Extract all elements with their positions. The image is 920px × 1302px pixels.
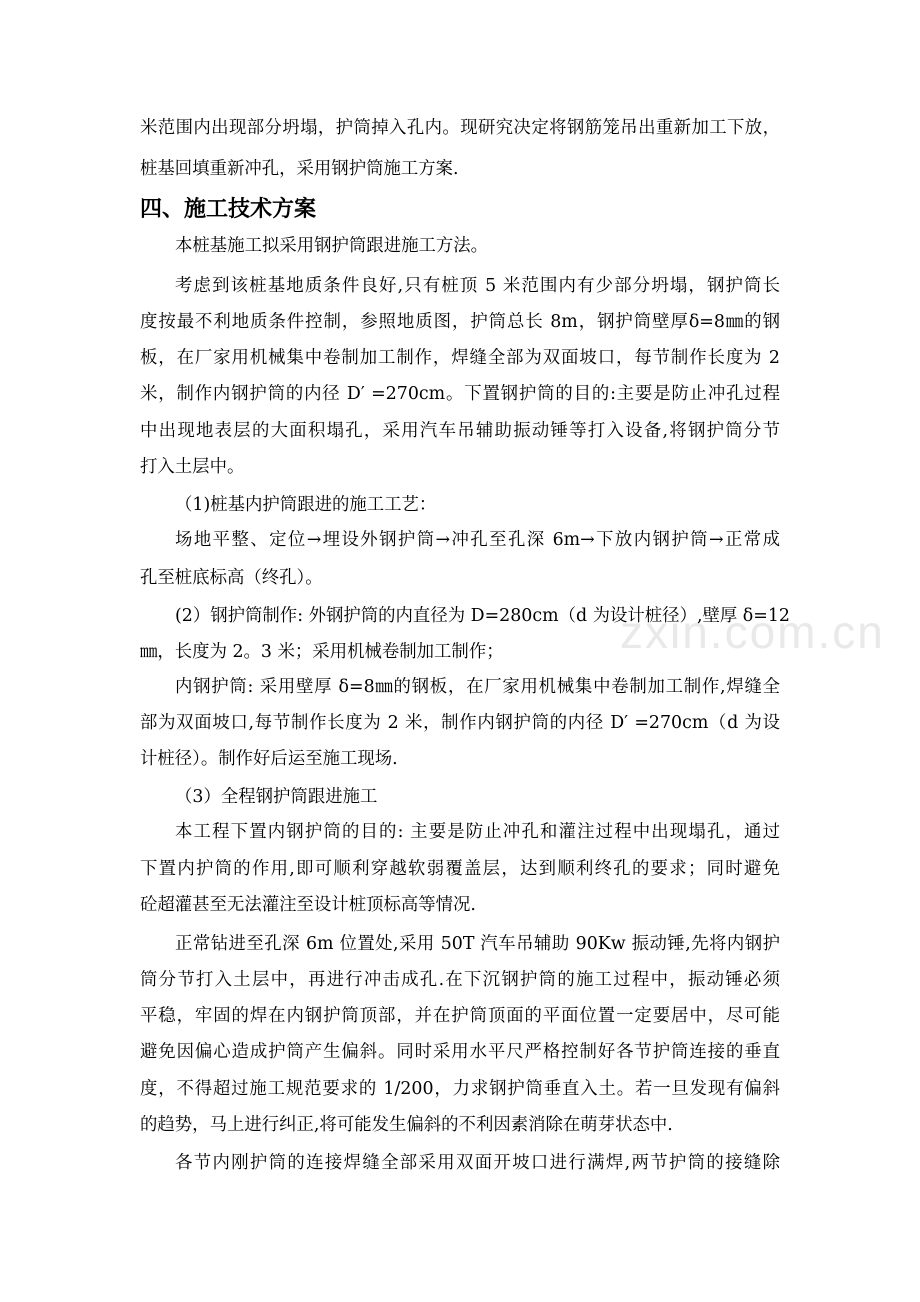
- paragraph-line: 筒分节打入土层中，再进行冲击成孔.在下沉钢护筒的施工过程中，振动锤必须: [140, 970, 780, 990]
- section-heading: 四、施工技术方案: [140, 197, 317, 222]
- paragraph-line: （3）全程钢护筒跟进施工: [175, 787, 378, 807]
- paragraph-line: 度按最不利地质条件控制，参照地质图，护筒总长 8m，钢护筒壁厚δ=8㎜的钢: [140, 312, 780, 332]
- paragraph-line: 板，在厂家用机械集中卷制加工制作，焊缝全部为双面坡口，每节制作长度为 2: [140, 348, 780, 368]
- paragraph-line: 部为双面坡口,每节制作长度为 2 米，制作内钢护筒的内径 D′ =270cm（d 为设: [140, 713, 780, 733]
- paragraph-line: 砼超灌甚至无法灌注至设计桩顶标高等情况.: [140, 895, 476, 915]
- paragraph-line: （1)桩基内护筒跟进的施工工艺：: [175, 495, 437, 515]
- paragraph-line: 本工程下置内钢护筒的目的: 主要是防止冲孔和灌注过程中出现塌孔，通过: [175, 822, 780, 842]
- paragraph-line: 各节内刚护筒的连接焊缝全部采用双面开坡口进行满焊,两节护筒的接缝除: [175, 1153, 780, 1173]
- paragraph-line: 平稳，牢固的焊在内钢护筒顶部，并在护筒顶面的平面位置一定要居中，尽可能: [140, 1006, 780, 1026]
- paragraph-line: 度，不得超过施工规范要求的 1/200，力求钢护筒垂直入土。若一旦发现有偏斜: [140, 1079, 780, 1099]
- paragraph-line: (2）钢护筒制作: 外钢护筒的内直径为 D=280cm（d 为设计桩径）,壁厚 δ=12: [175, 606, 790, 626]
- paragraph-line: 米，制作内钢护筒的内径 D′ =270cm。下置钢护筒的目的:主要是防止冲孔过程: [140, 384, 780, 404]
- paragraph-line: 场地平整、定位→埋设外钢护筒→冲孔至孔深 6m→下放内钢护筒→正常成: [175, 530, 780, 550]
- paragraph-line: 考虑到该桩基地质条件良好,只有桩顶 5 米范围内有少部分坍塌，钢护筒长: [175, 276, 780, 296]
- paragraph-line: 计桩径）。制作好后运至施工现场.: [140, 749, 398, 769]
- paragraph-line: 本桩基施工拟采用钢护筒跟进施工方法。: [175, 236, 489, 256]
- paragraph-line: ㎜，长度为 2。3 米；采用机械卷制加工制作；: [140, 642, 504, 662]
- paragraph-line: 避免因偏心造成护筒产生偏斜。同时采用水平尺严格控制好各节护筒连接的垂直: [140, 1042, 780, 1062]
- paragraph-line: 的趋势，马上进行纠正,将可能发生偏斜的不利因素消除在萌芽状态中.: [140, 1115, 673, 1135]
- paragraph-line: 米范围内出现部分坍塌，护筒掉入孔内。现研究决定将钢筋笼吊出重新加工下放，: [140, 118, 780, 138]
- paragraph-line: 打入土层中。: [140, 457, 245, 477]
- watermark: zxin.com.cn: [620, 606, 885, 658]
- paragraph-line: 正常钻进至孔深 6m 位置处,采用 50T 汽车吊辅助 90Kw 振动锤,先将内钢护: [175, 934, 780, 954]
- paragraph-line: 内钢护筒: 采用壁厚 δ=8㎜的钢板，在厂家用机械集中卷制加工制作,焊缝全: [175, 677, 780, 697]
- paragraph-line: 中出现地表层的大面积塌孔，采用汽车吊辅助振动锤等打入设备,将钢护筒分节: [140, 421, 780, 441]
- paragraph-line: 桩基回填重新冲孔，采用钢护筒施工方案.: [140, 159, 459, 179]
- paragraph-line: 孔至桩底标高（终孔）。: [140, 568, 323, 588]
- paragraph-line: 下置内护筒的作用,即可顺利穿越软弱覆盖层，达到顺利终孔的要求；同时避免: [140, 859, 780, 879]
